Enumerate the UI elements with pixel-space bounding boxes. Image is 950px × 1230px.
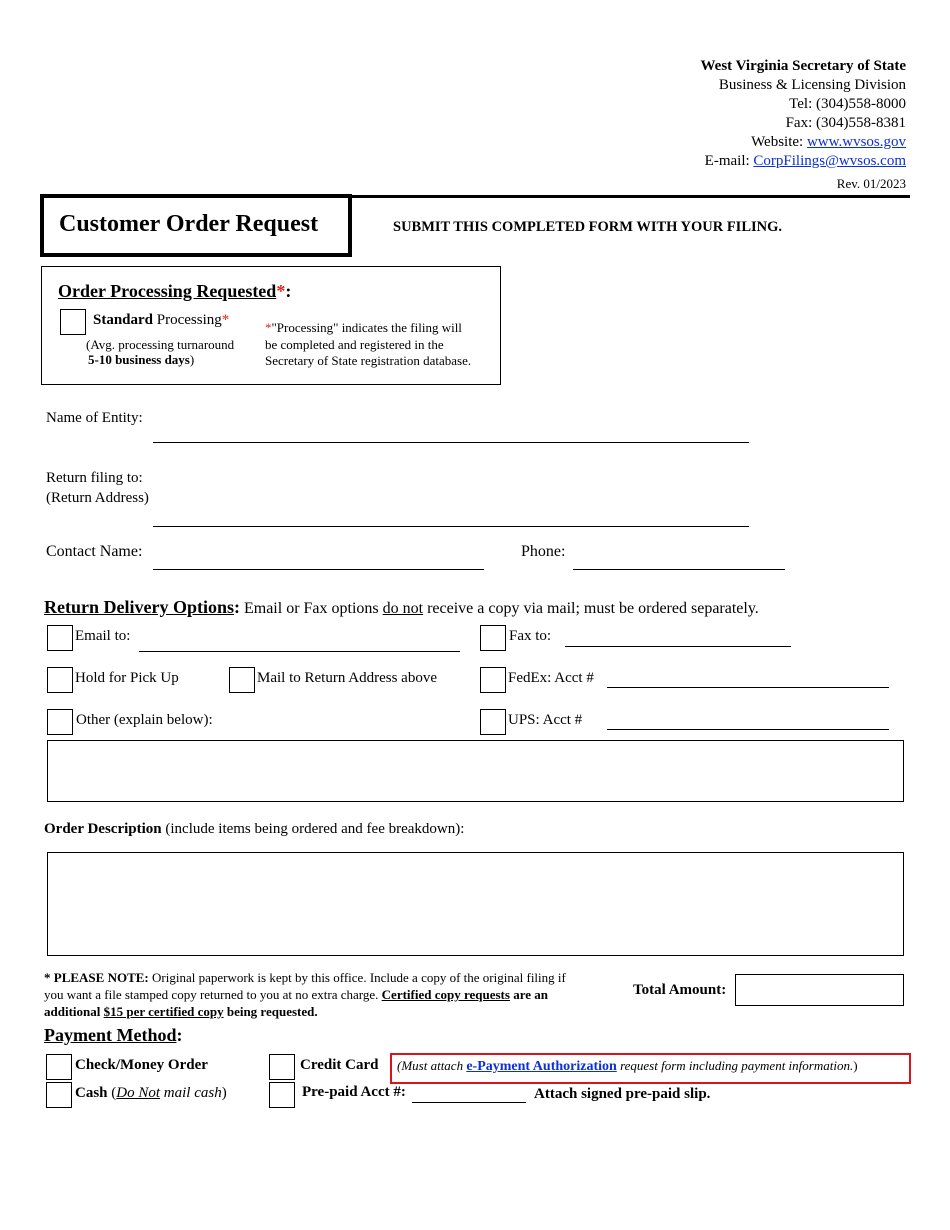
credit-card-note bbox=[397, 1058, 858, 1075]
processing-note-line1 bbox=[265, 320, 462, 336]
delivery-desc-underlined: do not bbox=[382, 600, 424, 617]
fedex-label: FedEx: Acct # bbox=[508, 670, 594, 686]
check-money-order-label: Check/Money Order bbox=[75, 1057, 208, 1073]
note-bold: * PLEASE NOTE: bbox=[44, 970, 149, 985]
order-processing-heading-text: Order Processing Requested bbox=[58, 281, 277, 301]
payment-heading-text: Payment Method bbox=[44, 1025, 177, 1045]
website-link[interactable]: www.wvsos.gov bbox=[806, 134, 906, 150]
required-asterisk: * bbox=[276, 281, 286, 301]
other-checkbox[interactable] bbox=[47, 709, 73, 735]
order-processing-heading bbox=[58, 281, 291, 302]
cash-label bbox=[75, 1085, 227, 1102]
payment-heading bbox=[44, 1025, 182, 1046]
website-row bbox=[700, 133, 906, 152]
note-line2 bbox=[44, 987, 548, 1003]
credit-card-checkbox[interactable] bbox=[269, 1054, 295, 1080]
agency-header bbox=[700, 57, 906, 193]
form-title: Customer Order Request bbox=[59, 211, 319, 237]
note-line1 bbox=[44, 970, 566, 986]
note-line3-post: being requested. bbox=[223, 1004, 318, 1019]
return-label-2: (Return Address) bbox=[46, 490, 149, 506]
contact-name-field[interactable] bbox=[153, 569, 484, 570]
credit-card-label: Credit Card bbox=[300, 1057, 379, 1073]
note-line1-rest: Original paperwork is kept by this office. Include a copy of the original filing if bbox=[148, 970, 566, 985]
fax-number: Fax: (304)558-8381 bbox=[785, 115, 906, 131]
contact-name-label: Contact Name: bbox=[46, 543, 143, 560]
entity-name-field[interactable] bbox=[153, 442, 749, 443]
hold-pickup-checkbox[interactable] bbox=[47, 667, 73, 693]
prepaid-attach-note: Attach signed pre-paid slip. bbox=[534, 1086, 711, 1102]
note-certified-requests: Certified copy requests bbox=[381, 987, 510, 1002]
turnaround-close: ) bbox=[189, 352, 195, 367]
fax-field[interactable] bbox=[565, 646, 791, 647]
note-asterisk: * bbox=[265, 320, 272, 335]
check-money-order-checkbox[interactable] bbox=[46, 1054, 72, 1080]
standard-rest: Processing bbox=[153, 312, 222, 328]
prepaid-account-field[interactable] bbox=[412, 1102, 526, 1103]
fedex-checkbox[interactable] bbox=[480, 667, 506, 693]
email-row bbox=[700, 152, 906, 171]
payment-colon: : bbox=[176, 1025, 183, 1045]
standard-processing-label bbox=[93, 312, 229, 329]
ups-checkbox[interactable] bbox=[480, 709, 506, 735]
standard-asterisk: * bbox=[221, 312, 230, 328]
hold-pickup-label: Hold for Pick Up bbox=[75, 670, 179, 686]
phone-label: Phone: bbox=[521, 543, 566, 560]
return-address-field[interactable] bbox=[153, 526, 749, 527]
cash-open: ( bbox=[107, 1085, 117, 1101]
e-payment-authorization-link[interactable]: e-Payment Authorization bbox=[466, 1059, 617, 1074]
delivery-desc-post: receive a copy via mail; must be ordered separately. bbox=[423, 600, 759, 617]
turnaround-days: 5-10 business days bbox=[88, 352, 190, 367]
total-amount-label: Total Amount: bbox=[633, 982, 727, 998]
note-line2-bold: are an bbox=[509, 987, 548, 1002]
cash-do-not: Do Not bbox=[116, 1085, 161, 1101]
cash-italic: mail cash bbox=[160, 1085, 222, 1101]
email-field[interactable] bbox=[139, 651, 460, 652]
order-description-bold: Order Description bbox=[44, 821, 162, 837]
note-line1-text: "Processing" indicates the filing will bbox=[271, 320, 462, 335]
heading-colon: : bbox=[285, 281, 292, 301]
delivery-colon: : bbox=[233, 597, 240, 617]
email-label: Email to: bbox=[75, 628, 131, 644]
agency-name: West Virginia Secretary of State bbox=[700, 58, 906, 74]
standard-bold: Standard bbox=[93, 312, 154, 328]
delivery-heading-text: Return Delivery Options bbox=[44, 597, 234, 617]
total-amount-field[interactable] bbox=[735, 974, 904, 1006]
note-fee: $15 per certified copy bbox=[103, 1004, 224, 1019]
credit-note-post: request form including payment information. bbox=[616, 1058, 854, 1073]
cash-close: ) bbox=[221, 1085, 227, 1101]
credit-note-close: ) bbox=[853, 1058, 858, 1073]
phone-field[interactable] bbox=[573, 569, 785, 570]
email-label: E-mail: bbox=[704, 153, 754, 169]
cash-bold: Cash bbox=[75, 1085, 108, 1101]
return-label-1: Return filing to: bbox=[46, 470, 143, 486]
ups-label: UPS: Acct # bbox=[508, 712, 583, 728]
ups-account-field[interactable] bbox=[607, 729, 889, 730]
note-line2-pre: you want a file stamped copy returned to you at no extra charge. bbox=[44, 987, 382, 1002]
turnaround-line1: (Avg. processing turnaround bbox=[86, 337, 235, 352]
credit-note-pre: (Must attach bbox=[397, 1058, 467, 1073]
delivery-desc-pre: Email or Fax options bbox=[239, 600, 383, 617]
note-line3 bbox=[44, 1004, 318, 1020]
fax-checkbox[interactable] bbox=[480, 625, 506, 651]
submit-instruction: SUBMIT THIS COMPLETED FORM WITH YOUR FILING. bbox=[393, 219, 783, 235]
entity-label: Name of Entity: bbox=[46, 410, 143, 426]
email-link[interactable]: CorpFilings@wvsos.com bbox=[753, 153, 906, 169]
other-label: Other (explain below): bbox=[76, 712, 213, 728]
other-explanation-textarea[interactable] bbox=[47, 740, 904, 802]
prepaid-account-label: Pre-paid Acct #: bbox=[302, 1084, 406, 1100]
revision-date: Rev. 01/2023 bbox=[836, 176, 906, 191]
title-box bbox=[40, 194, 352, 257]
prepaid-checkbox[interactable] bbox=[269, 1082, 295, 1108]
mail-return-label: Mail to Return Address above bbox=[257, 670, 437, 686]
turnaround-line2 bbox=[88, 352, 194, 368]
division-name: Business & Licensing Division bbox=[718, 77, 906, 93]
website-label: Website: bbox=[751, 134, 807, 150]
order-description-label bbox=[44, 821, 464, 838]
delivery-heading bbox=[44, 597, 759, 618]
processing-note-line2: be completed and registered in the bbox=[265, 337, 444, 352]
order-description-textarea[interactable] bbox=[47, 852, 904, 956]
fax-label: Fax to: bbox=[509, 628, 552, 644]
email-checkbox[interactable] bbox=[47, 625, 73, 651]
note-line3-pre: additional bbox=[44, 1004, 104, 1019]
processing-note-line3: Secretary of State registration database. bbox=[265, 353, 472, 368]
standard-processing-checkbox[interactable] bbox=[60, 309, 86, 335]
cash-checkbox[interactable] bbox=[46, 1082, 72, 1108]
phone-number: Tel: (304)558-8000 bbox=[789, 96, 906, 112]
mail-return-checkbox[interactable] bbox=[229, 667, 255, 693]
fedex-account-field[interactable] bbox=[607, 687, 889, 688]
order-description-rest: (include items being ordered and fee breakdown): bbox=[161, 821, 465, 837]
header-divider bbox=[352, 195, 910, 198]
